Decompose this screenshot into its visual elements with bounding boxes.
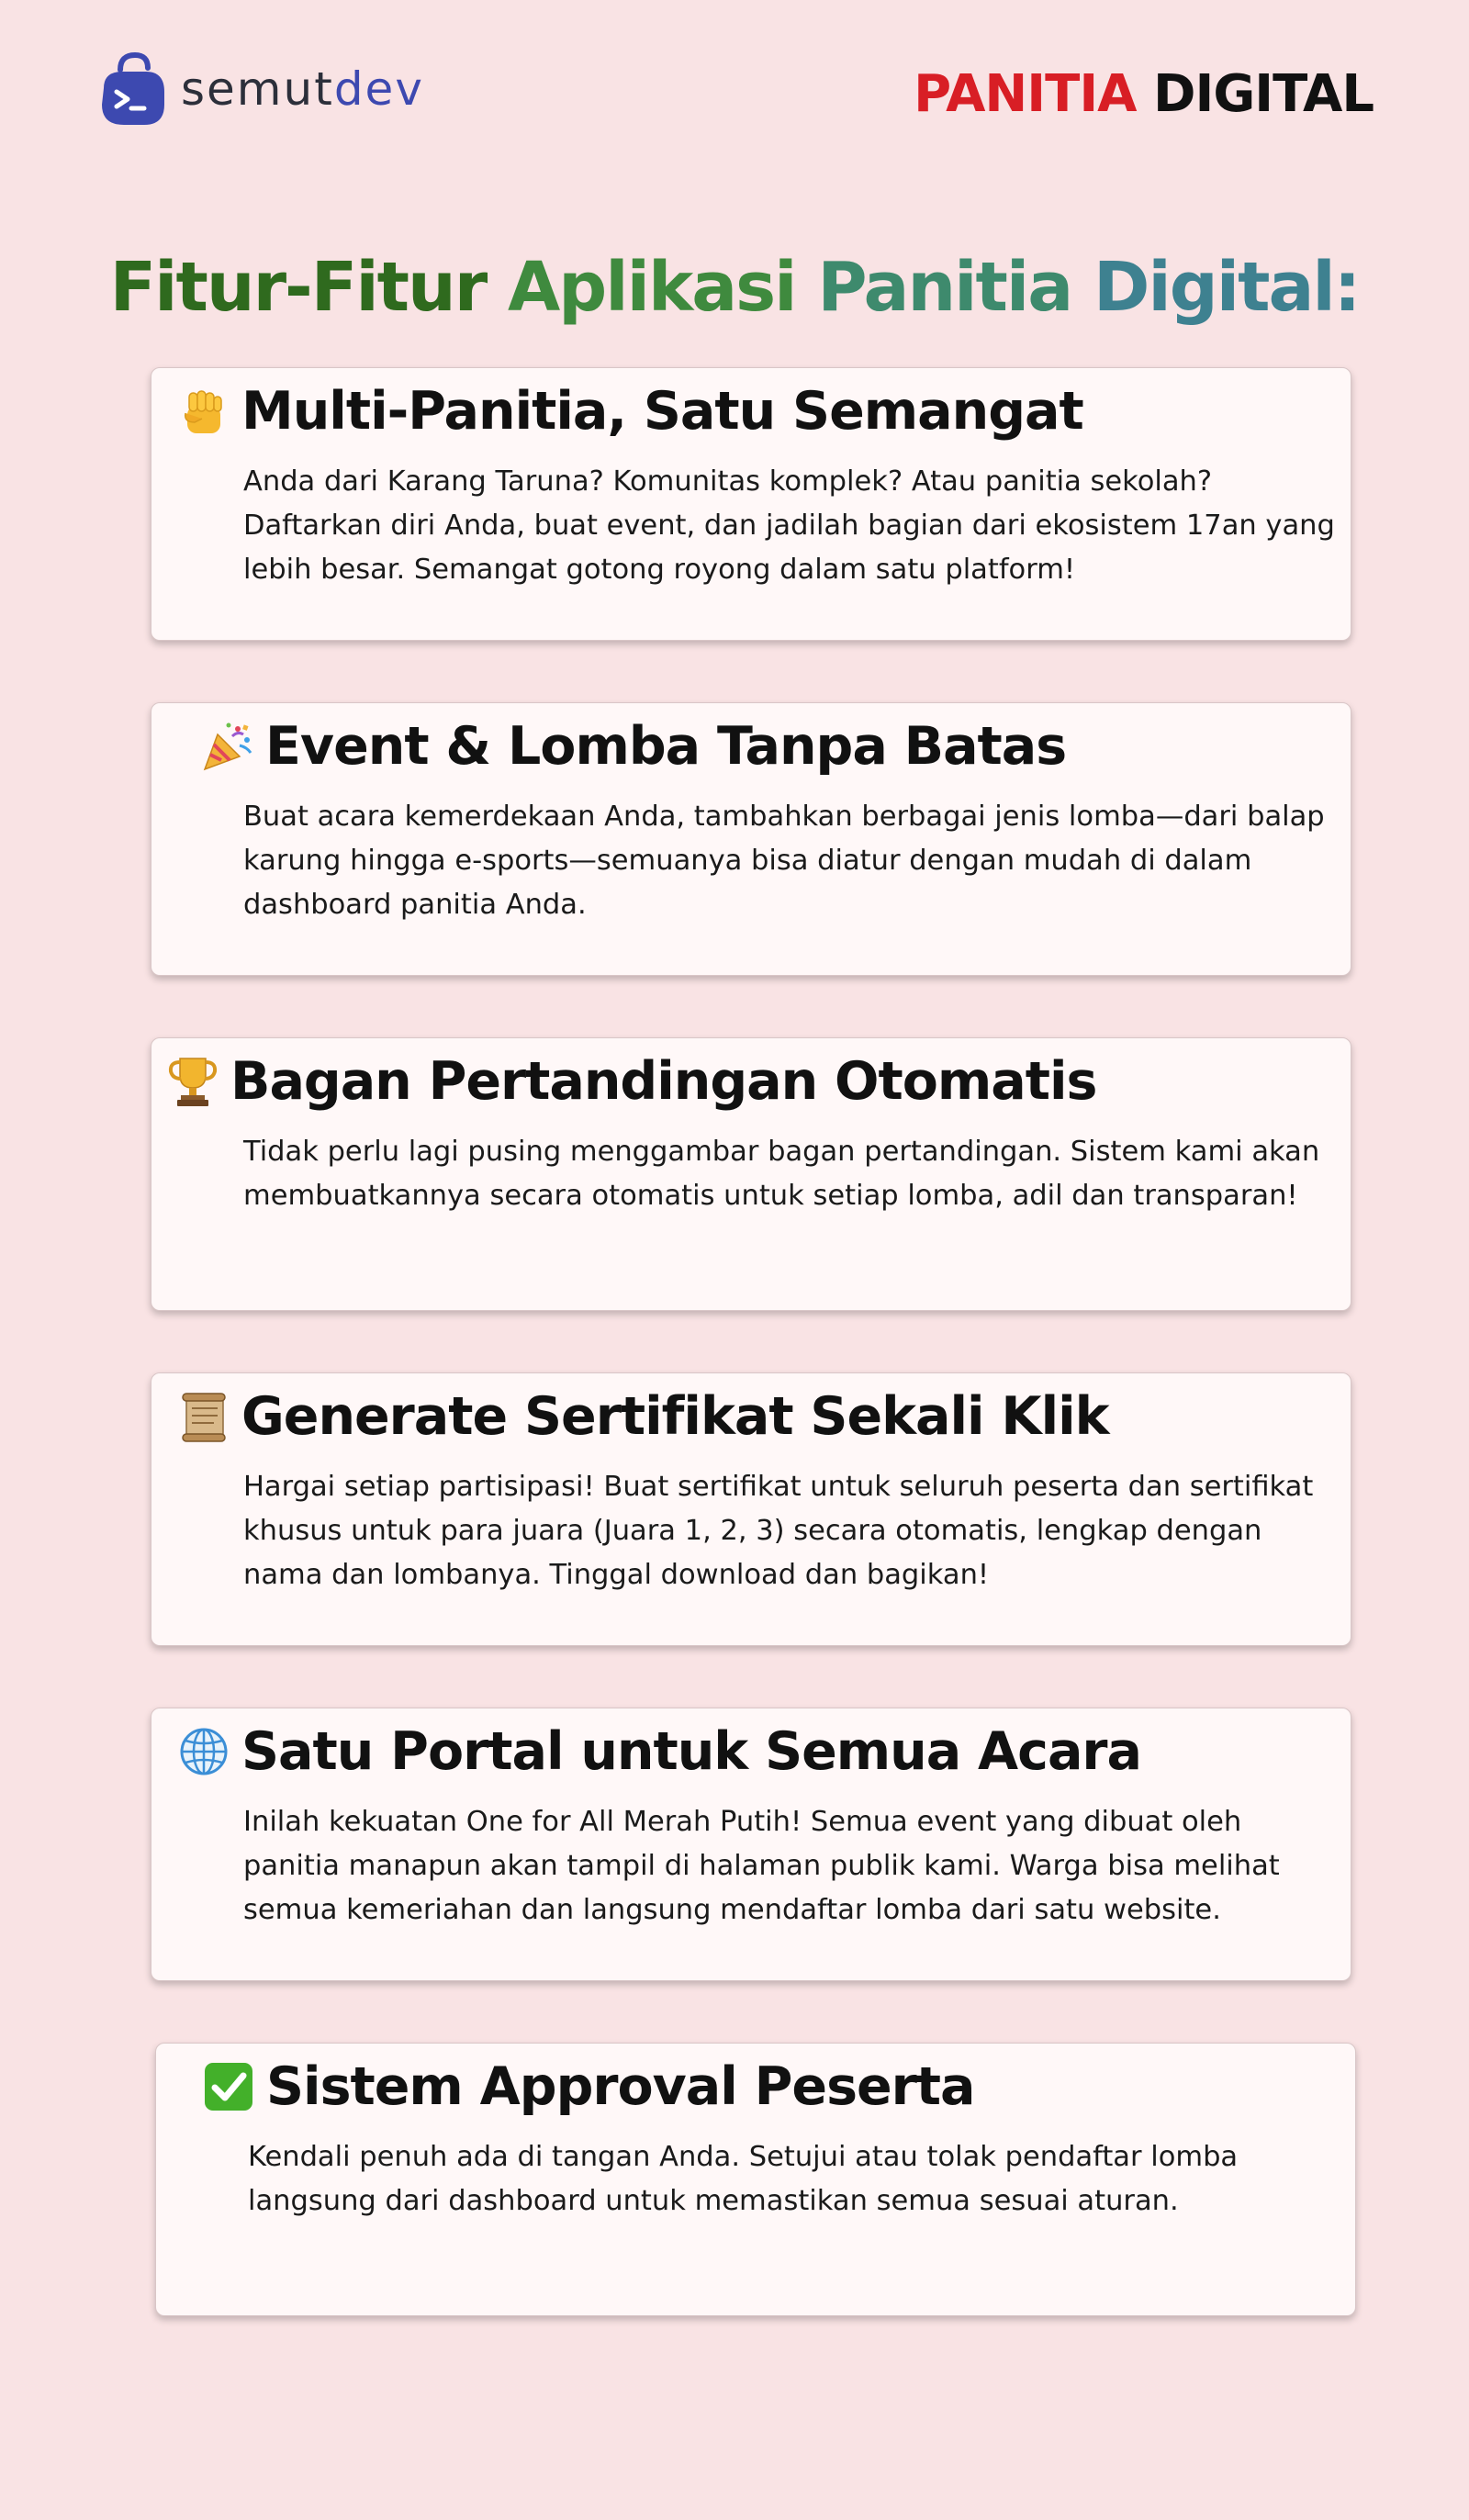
feature-card-portal: [151, 1708, 1351, 1981]
party-popper-icon: [201, 720, 254, 773]
brand-part-dark: DIGITAL: [1153, 64, 1374, 124]
feature-description: Kendali penuh ada di tangan Anda. Setujui atau tolak pendaftar lomba langsung dari dashboard untuk memastikan semua sesuai aturan.: [248, 2141, 1239, 2217]
check-mark-button-icon: [202, 2060, 255, 2113]
logo-text-main: semut: [181, 62, 334, 116]
feature-title: Event & Lomba Tanpa Batas: [265, 716, 1067, 777]
feature-title: Multi-Panitia, Satu Semangat: [241, 381, 1083, 442]
title-part-2: Aplikasi: [508, 248, 796, 327]
feature-card-header: [201, 716, 1066, 777]
brand-title: [914, 64, 1374, 124]
feature-card-event-lomba: [151, 702, 1351, 976]
scroll-icon: [177, 1390, 230, 1443]
feature-description: Hargai setiap partisipasi! Buat sertifikat untuk seluruh peserta dan sertifikat khusus untuk para juara (Juara 1, 2, 3) secara otomatis, lengkap dengan nama dan lombanya. Tinggal download dan bagikan!: [243, 1471, 1314, 1591]
feature-card-header: [202, 2056, 975, 2117]
trophy-icon: [166, 1055, 219, 1108]
page-title: [0, 248, 1469, 327]
feature-description: Inilah kekuatan One for All Merah Putih! Semua event yang dibuat oleh panitia manapun akan tampil di halaman publik kami. Warga bisa melihat semua kemeriahan dan langsung mendaftar lomba dari satu website.: [243, 1806, 1280, 1926]
feature-card-header: [177, 1386, 1109, 1447]
feature-card-sertifikat: [151, 1372, 1351, 1646]
semutdev-logo: [95, 51, 424, 127]
raised-fist-icon: [177, 385, 230, 438]
feature-card-multi-panitia: [151, 367, 1351, 641]
logo-wordmark: [181, 62, 424, 116]
title-part-1: Fitur-Fitur: [109, 248, 487, 327]
feature-card-approval: [155, 2043, 1356, 2316]
logo-text-accent: dev: [333, 62, 424, 116]
feature-description: Buat acara kemerdekaan Anda, tambahkan berbagai jenis lomba—dari balap karung hingga e-sports—semuanya bisa diatur dengan mudah di dalam dashboard panitia Anda.: [243, 801, 1325, 921]
feature-description: Tidak perlu lagi pusing menggambar bagan pertandingan. Sistem kami akan membuatkannya secara otomatis untuk setiap lomba, adil dan transparan!: [243, 1136, 1320, 1212]
feature-card-header: [177, 1721, 1141, 1782]
feature-title: Sistem Approval Peserta: [266, 2056, 975, 2117]
globe-icon: [177, 1725, 230, 1778]
feature-title: Generate Sertifikat Sekali Klik: [241, 1386, 1109, 1447]
title-part-4: Digital:: [1093, 248, 1360, 327]
feature-card-bagan: [151, 1037, 1351, 1311]
title-part-3: Panitia: [817, 248, 1072, 327]
brand-part-red: PANITIA: [914, 64, 1137, 124]
feature-card-header: [177, 381, 1083, 442]
feature-description: Anda dari Karang Taruna? Komunitas komplek? Atau panitia sekolah? Daftarkan diri Anda, buat event, dan jadilah bagian dari ekosistem 17an yang lebih besar. Semangat gotong royong dalam satu platform!: [243, 465, 1335, 586]
terminal-bag-icon: [95, 51, 170, 127]
feature-title: Satu Portal untuk Semua Acara: [241, 1721, 1141, 1782]
feature-title: Bagan Pertandingan Otomatis: [230, 1051, 1097, 1112]
feature-card-header: [166, 1051, 1096, 1112]
